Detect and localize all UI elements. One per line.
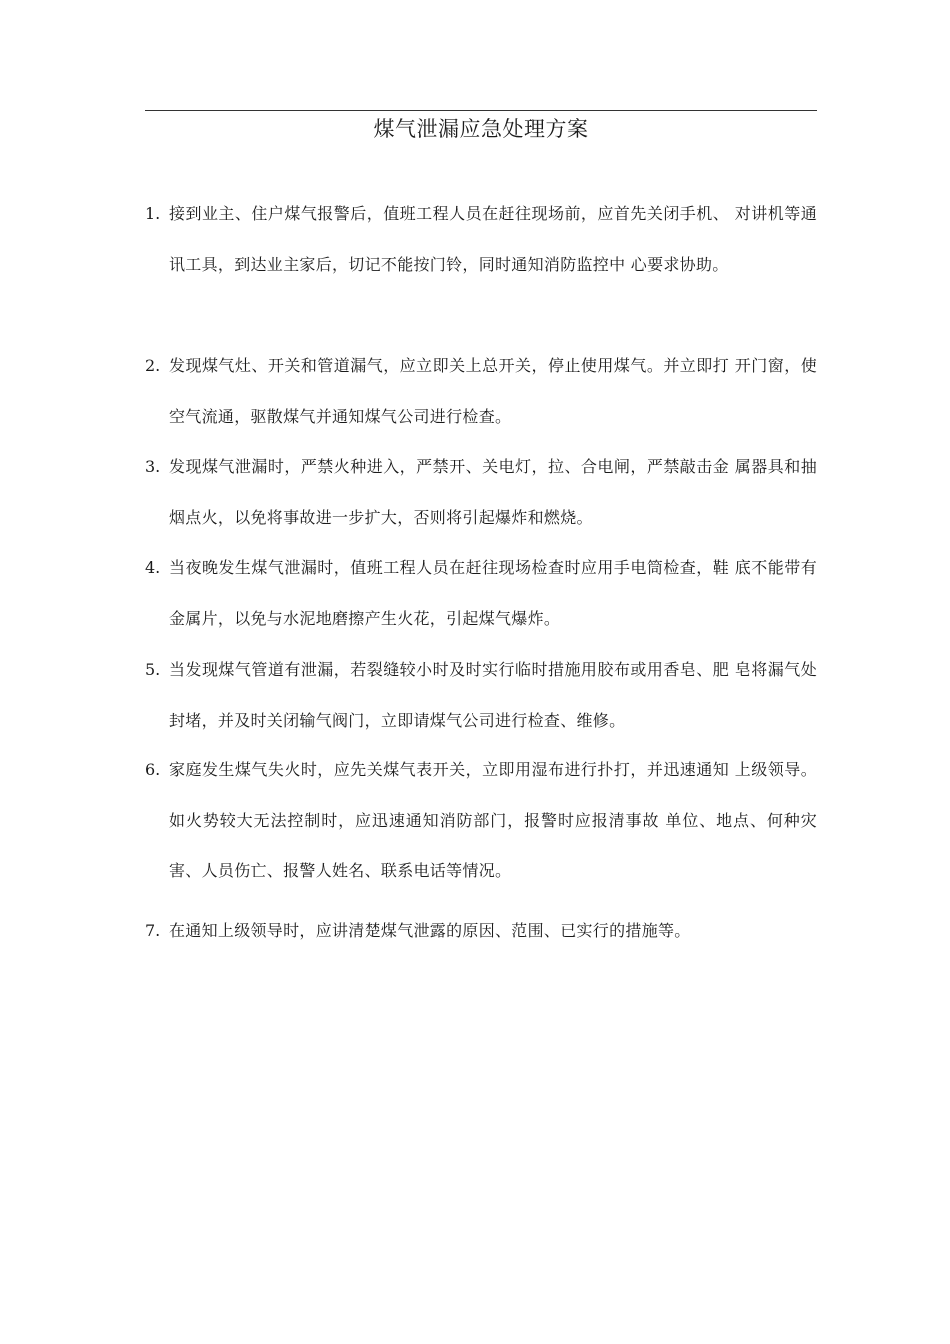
item-text: 发现煤气灶、开关和管道漏气，应立即关上总开关，停止使用煤气。并立即打 开门窗，使空气流通，驱散煤气并通知煤气公司进行检查。 — [169, 356, 817, 426]
document-title: 煤气泄漏应急处理方案 — [373, 117, 589, 141]
item-text: 家庭发生煤气失火时，应先关煤气表开关，立即用湿布进行扑打，并迅速通知 上级领导。如火势较大无法控制时，应迅速通知消防部门，报警时应报清事故 单位、地点、何种灾害、人员伤亡、报警人姓名、联系电话等情况。 — [169, 760, 817, 880]
item-text: 接到业主、住户煤气报警后，值班工程人员在赶往现场前，应首先关闭手机、 对讲机等通讯工具，到达业主家后，切记不能按门铃，同时通知消防监控中 心要求协助。 — [169, 204, 817, 274]
list-item — [145, 745, 817, 897]
item-text: 当发现煤气管道有泄漏，若裂缝较小时及时实行临时措施用胶布或用香皂、肥 皂将漏气处封堵，并及时关闭输气阀门，立即请煤气公司进行检查、维修。 — [169, 660, 817, 730]
list-item — [145, 645, 817, 746]
list-item — [145, 906, 817, 957]
item-number: 4. — [145, 558, 161, 577]
item-text: 当夜晚发生煤气泄漏时，值班工程人员在赶往现场检查时应用手电筒检查，鞋 底不能带有金属片，以免与水泥地磨擦产生火花，引起煤气爆炸。 — [169, 558, 817, 628]
header-rule — [145, 110, 817, 111]
item-number: 5. — [145, 660, 161, 679]
item-number: 2. — [145, 356, 161, 375]
item-number: 7. — [145, 921, 161, 940]
list-item — [145, 442, 817, 543]
item-number: 3. — [145, 457, 161, 476]
list-item — [145, 189, 817, 290]
list-item — [145, 341, 817, 442]
item-text: 在通知上级领导时，应讲清楚煤气泄露的原因、范围、已实行的措施等。 — [169, 921, 691, 940]
item-text: 发现煤气泄漏时，严禁火种进入，严禁开、关电灯，拉、合电闸，严禁敲击金 属器具和抽烟点火，以免将事故进一步扩大，否则将引起爆炸和燃烧。 — [169, 457, 817, 527]
list-item — [145, 543, 817, 644]
item-number: 6. — [145, 760, 161, 779]
item-number: 1. — [145, 204, 161, 223]
